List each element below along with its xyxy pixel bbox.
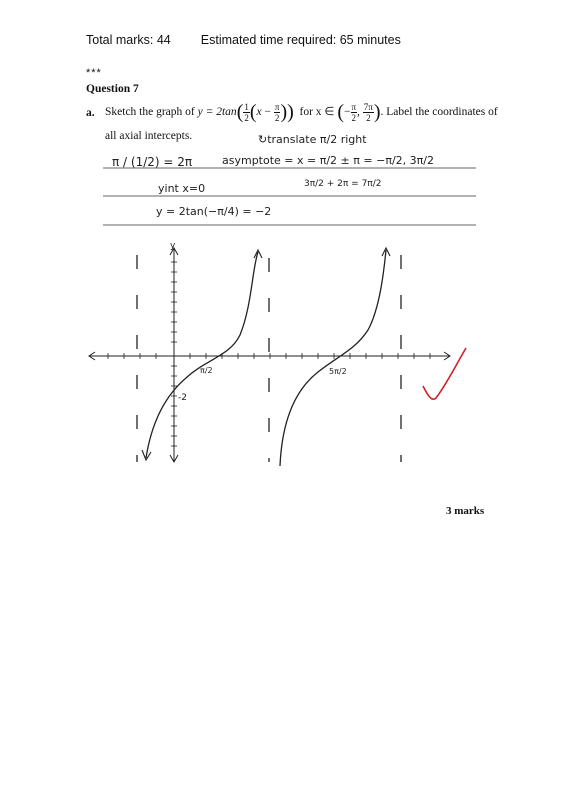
tan-branch-2	[280, 250, 386, 466]
y-value-note: y = 2tan(−π/4) = −2	[156, 205, 272, 218]
separator: ***	[86, 67, 102, 79]
yint-note: yint x=0	[158, 182, 206, 195]
sum-note: 3π/2 + 2π = 7π/2	[304, 179, 382, 189]
total-marks: Total marks: 44	[86, 33, 171, 47]
y-axis-label: y	[170, 241, 176, 251]
tick-label-5pi-over-2: 5π/2	[329, 367, 347, 376]
period-note: π / (1/2) = 2π	[112, 155, 193, 169]
translate-note: ↻translate π/2 right	[258, 133, 367, 146]
tick-label-pi-over-2: π/2	[200, 366, 213, 375]
function-y: y = 2tan	[197, 106, 237, 119]
asymptotes	[137, 255, 401, 462]
part-label: a.	[86, 107, 95, 119]
y-intercept-label: -2	[178, 393, 187, 403]
question-prompt: Sketch the graph of y = 2tan( $\frac{1}{2}$ (x − $\frac{\pi}{2}$ )) for x ∈ (− $\frac{\pi}{2}$ , $\frac{7\pi}{2}$ ). Label the coordinates of	[105, 101, 498, 123]
fraction-half: $\frac{1}{2}$	[244, 102, 249, 123]
question-title: Question 7	[86, 83, 139, 95]
prompt-start: Sketch the graph of	[105, 106, 195, 119]
marks-label: 3 marks	[446, 505, 485, 517]
domain-intro: for x ∈	[299, 106, 335, 119]
domain-end: . Label the coordinates of	[380, 106, 498, 119]
tan-branch-1	[146, 252, 258, 458]
asymptote-note: asymptote = x = π/2 ± π = −π/2, 3π/2	[222, 154, 434, 167]
prompt-line-2: all axial intercepts.	[105, 130, 193, 142]
time-required: Estimated time required: 65 minutes	[200, 33, 401, 47]
